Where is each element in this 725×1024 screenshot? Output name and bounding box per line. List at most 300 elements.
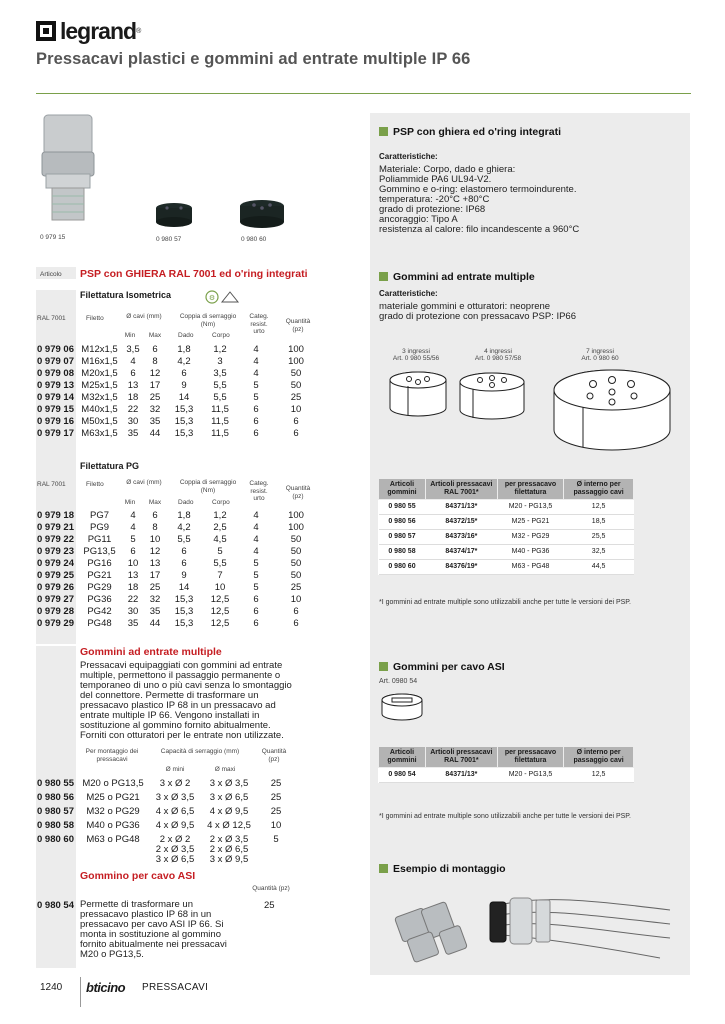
ref-table-cell: M40 - PG36 xyxy=(497,545,563,560)
pg-cell: 13 xyxy=(149,557,161,569)
ref-table-cell: M20 - PG13,5 xyxy=(497,500,563,515)
iso-cell: 44 xyxy=(149,427,161,439)
iso-cell: 17 xyxy=(149,379,161,391)
green-square-icon xyxy=(379,864,388,873)
pg-cell: 4 xyxy=(253,521,259,533)
pg-cell: 6 xyxy=(253,593,259,605)
iso-cell: 6 xyxy=(181,367,187,379)
pg-cell: 7 xyxy=(217,569,223,581)
ref-table-row xyxy=(379,515,634,530)
ref-table-cell: 0 980 55 xyxy=(379,500,426,515)
pg-cell: 6 xyxy=(293,605,299,617)
pg-cell: 1,2 xyxy=(213,509,227,521)
product-photos xyxy=(36,110,326,245)
iso-cell: 5,5 xyxy=(213,391,227,403)
psp-heading-text: PSP con ghiera ed o'ring integrati xyxy=(393,126,561,138)
pg-cell: 25 xyxy=(149,581,161,593)
iso-header-corpo: Corpo xyxy=(212,332,230,339)
iso-cell: 32 xyxy=(149,403,161,415)
pg-cell: PG7 xyxy=(89,509,109,521)
gommini-cell: 25 xyxy=(270,806,282,817)
iso-row xyxy=(37,415,318,427)
pg-cell: 25 xyxy=(290,581,302,593)
gommini-cell: 4 x Ø 12,5 xyxy=(207,820,251,831)
iso-cell: 6 xyxy=(293,427,299,439)
pg-cell: PG21 xyxy=(87,569,112,581)
pg-cell: 50 xyxy=(290,545,302,557)
iso-header-min: Min xyxy=(124,332,136,339)
photo-code-3: 0 980 60 xyxy=(241,236,267,243)
iso-cell: 9 xyxy=(181,379,187,391)
pg-header-filetto: Filetto xyxy=(86,481,104,488)
pg-cell: 0 979 26 xyxy=(37,581,74,593)
ref-table-cell: M63 - PG48 xyxy=(497,560,563,575)
iso-header-max: Max xyxy=(148,332,162,339)
mounting-example-illustration xyxy=(380,880,680,970)
ref-table-cell: 12,5 xyxy=(564,500,634,515)
pg-cell: 6 xyxy=(253,605,259,617)
pg-cell: 4,5 xyxy=(213,533,227,545)
iso-cell: 11,5 xyxy=(211,427,229,439)
ref-table-header: Articoli pressacavi RAL 7001* xyxy=(425,747,497,768)
diagram-1-art: Art. 0 980 55/56 xyxy=(392,355,440,362)
iso-cell: 25 xyxy=(290,391,302,403)
iso-cell: 4 xyxy=(253,343,259,355)
gommini-feature-2: grado di protezione con pressacavo PSP: IP66 xyxy=(379,311,576,322)
iso-cell: 100 xyxy=(288,355,304,367)
pg-header-corpo: Corpo xyxy=(212,499,230,506)
iso-cell: 6 xyxy=(253,403,259,415)
iso-row xyxy=(37,403,318,415)
pg-cell: 4 xyxy=(130,521,136,533)
iso-cell: M63x1,5 xyxy=(81,427,118,439)
pg-cell: 50 xyxy=(290,557,302,569)
gommini-heading xyxy=(379,271,535,283)
iso-cell: M16x1,5 xyxy=(81,355,118,367)
pg-cell: 5 xyxy=(253,569,259,581)
pg-cell: 17 xyxy=(149,569,161,581)
pg-cell: 6 xyxy=(253,617,259,629)
pg-cell: 4,2 xyxy=(177,521,191,533)
gommini-cell: 3 x Ø 9,5 xyxy=(209,854,249,865)
pg-cell: 0 979 18 xyxy=(37,509,74,521)
diagram-2-title: 4 ingressi xyxy=(484,348,512,355)
asi-note: *I gommini ad entrate multiple sono utilizzabili anche per tutte le versioni dei PSP. xyxy=(379,813,632,820)
gommini-cell: 4 x Ø 9,5 xyxy=(209,806,249,817)
pg-row xyxy=(37,617,318,629)
gommini-feature-1: materiale gommini e otturatori: neoprene xyxy=(379,301,551,312)
gommini-cell: 3 x Ø 3,5 xyxy=(155,792,195,803)
psp-feature-3: Gommino e o-ring: elastomero termoindurente. xyxy=(379,184,577,195)
pg-cell: 15,3 xyxy=(174,605,194,617)
certification-icons xyxy=(205,290,243,304)
pg-cell: 5 xyxy=(253,557,259,569)
page-title: Pressacavi plastici e gommini ad entrate multiple IP 66 xyxy=(36,50,471,68)
pg-cell: 0 979 25 xyxy=(37,569,74,581)
pg-header-categ: Categ. resist. urto xyxy=(249,480,269,502)
iso-cell: 6 xyxy=(293,415,299,427)
pg-cell: 10 xyxy=(127,557,139,569)
green-square-icon xyxy=(379,127,388,136)
ref-table-header: Articoli pressacavi RAL 7001* xyxy=(425,479,497,500)
iso-header-coppia: Coppia di serraggio (Nm) xyxy=(179,313,237,328)
gommini-cell: 25 xyxy=(270,778,282,789)
diagram-2-art: Art. 0 980 57/58 xyxy=(474,355,522,362)
pg-row xyxy=(37,533,318,545)
iso-cell: 13 xyxy=(127,379,139,391)
iso-cell: 5,5 xyxy=(213,379,227,391)
iso-cell: 4 xyxy=(130,355,136,367)
pg-cell: 4 xyxy=(253,533,259,545)
gommini-cell: M20 o PG13,5 xyxy=(82,778,144,789)
pg-cell: 0 979 23 xyxy=(37,545,74,557)
gommini-description: Pressacavi equipaggiati con gommini ad entrate multiple, permettono il passaggio permanente o temporaneo di uno o più cavi senza lo smontaggio del connettore. Permette di trasformare un pressacavo plastico IP 68 in un pressacavo ad entrate multiple IP 66. Vengono installati in sostituzione al gommino fornito abitualmente. Forniti con otturatori per le entrate non utilizzate. xyxy=(80,660,292,741)
pg-cell: 4 xyxy=(253,545,259,557)
diagram-label-2 xyxy=(468,348,528,362)
gommini-cell: 5 xyxy=(273,834,279,845)
iso-cell: 1,2 xyxy=(213,343,227,355)
iso-cell: 0 979 13 xyxy=(37,379,74,391)
gommini-header-min: Ø mini xyxy=(165,766,185,773)
pg-cell: 10 xyxy=(214,581,226,593)
gommini-features xyxy=(379,302,679,322)
gommini-cell: 0 980 57 xyxy=(37,806,74,817)
psp-feature-2: Poliammide PA6 UL94-V2. xyxy=(379,174,492,185)
asi-heading-text: Gommini per cavo ASI xyxy=(393,661,505,673)
ref-table-cell: M25 - PG21 xyxy=(497,515,563,530)
svg-text:⚙: ⚙ xyxy=(208,295,216,302)
gommini-cell: 2 x Ø 6,5 xyxy=(209,844,249,855)
gommini-cell: 0 980 55 xyxy=(37,778,74,789)
pg-cell: 6 xyxy=(130,545,136,557)
ref-table-cell: M20 - PG13,5 xyxy=(497,768,563,783)
asi-ref-table xyxy=(378,746,634,783)
gommini-title: Gommini ad entrate multiple xyxy=(80,646,222,658)
iso-row xyxy=(37,367,318,379)
iso-cell: M50x1,5 xyxy=(81,415,118,427)
iso-cell: 6 xyxy=(152,343,158,355)
warning-triangle-icon xyxy=(222,292,238,302)
iso-cell: M12x1,5 xyxy=(81,343,118,355)
diagram-3-title: 7 ingressi xyxy=(586,348,614,355)
psp-caract: Caratteristiche: xyxy=(379,152,438,161)
ref-table-header: Articoli gommini xyxy=(379,747,426,768)
section-psp-title: PSP con GHIERA RAL 7001 ed o'ring integrati xyxy=(80,268,308,280)
pg-cell: PG13,5 xyxy=(83,545,116,557)
iso-cell: 0 979 07 xyxy=(37,355,74,367)
pg-cell: 35 xyxy=(149,605,161,617)
diagram-1-title: 3 ingressi xyxy=(402,348,430,355)
psp-features xyxy=(379,165,679,235)
ref-table-row xyxy=(379,530,634,545)
legrand-mark-icon xyxy=(36,21,56,41)
gommini-caract: Caratteristiche: xyxy=(379,289,438,298)
iso-header-filetto: Filetto xyxy=(86,315,104,322)
esempio-heading-text: Esempio di montaggio xyxy=(393,863,506,875)
iso-cell: 12 xyxy=(149,367,161,379)
psp-feature-7: resistenza al calore: filo incandescente a 960°C xyxy=(379,224,580,235)
gommini-cell: 0 980 56 xyxy=(37,792,74,803)
iso-cell: 6 xyxy=(130,367,136,379)
iso-cell: 4,2 xyxy=(177,355,191,367)
cable-gland-photo xyxy=(42,115,94,220)
iso-cell: 3,5 xyxy=(213,367,227,379)
gommini-cell: 0 980 60 xyxy=(37,834,74,845)
ref-table-cell: 84372/15* xyxy=(425,515,497,530)
ref-table-header: Ø interno per passaggio cavi xyxy=(564,747,634,768)
gommini-heading-text: Gommini ad entrate multiple xyxy=(393,271,535,283)
pg-cell: 6 xyxy=(152,509,158,521)
iso-cell: 50 xyxy=(290,367,302,379)
pg-header-ral: RAL 7001 xyxy=(37,481,66,488)
psp-feature-5: grado di protezione: IP68 xyxy=(379,204,486,215)
pg-cell: 0 979 21 xyxy=(37,521,74,533)
gommini-note: *I gommini ad entrate multiple sono utilizzabili anche per tutte le versioni dei PSP. xyxy=(379,599,632,606)
pg-cell: 5 xyxy=(217,545,223,557)
gommini-cell: 0 980 58 xyxy=(37,820,74,831)
pg-cell: 12,5 xyxy=(210,605,230,617)
iso-header-ral: RAL 7001 xyxy=(37,315,66,322)
ref-table-cell: 0 980 54 xyxy=(379,768,426,783)
ref-table-row xyxy=(379,500,634,515)
pg-cell: 6 xyxy=(181,545,187,557)
pg-cell: 0 979 24 xyxy=(37,557,74,569)
ref-table-cell: 44,5 xyxy=(564,560,634,575)
photo-code-1: 0 979 15 xyxy=(40,234,66,241)
gommini-header-max: Ø maxi xyxy=(214,766,236,773)
pg-subtitle: Filettatura PG xyxy=(80,461,140,471)
pg-cell: PG11 xyxy=(87,533,112,545)
iso-cell: M25x1,5 xyxy=(81,379,118,391)
asi-art: Art. 0980 54 xyxy=(379,678,418,685)
gommini-header-qty: Quantità (pz) xyxy=(261,748,287,763)
iso-row xyxy=(37,343,318,355)
iso-header-qty: Quantità (pz) xyxy=(285,318,311,333)
iso-cell: 0 979 15 xyxy=(37,403,74,415)
pg-row xyxy=(37,569,318,581)
pg-cell: PG48 xyxy=(87,617,112,629)
pg-cell: 22 xyxy=(127,593,139,605)
footer-divider xyxy=(80,977,81,1007)
grommet-4-entries-diagram xyxy=(460,373,524,419)
gommini-cell: 4 x Ø 9,5 xyxy=(155,820,195,831)
registered-icon: ® xyxy=(136,27,142,35)
articolo-label: Articolo xyxy=(40,271,62,278)
iso-row xyxy=(37,391,318,403)
iso-cell: 1,8 xyxy=(177,343,191,355)
iso-cell: 15,3 xyxy=(174,427,194,439)
iso-subtitle: Filettatura Isometrica xyxy=(80,290,172,300)
diagram-label-1 xyxy=(386,348,446,362)
pg-cell: 8 xyxy=(152,521,158,533)
psp-feature-6: ancoraggio: Tipo A xyxy=(379,214,458,225)
iso-cell: M32x1,5 xyxy=(81,391,118,403)
pg-cell: 100 xyxy=(288,509,304,521)
gommini-cell: 25 xyxy=(270,792,282,803)
pg-row xyxy=(37,521,318,533)
gommini-cell: 3 x Ø 2 xyxy=(159,778,191,789)
grommet-photo-1 xyxy=(156,203,192,227)
iso-cell: 25 xyxy=(149,391,161,403)
iso-cell: 50 xyxy=(290,379,302,391)
iso-cell: 0 979 14 xyxy=(37,391,74,403)
pg-cell: 50 xyxy=(290,569,302,581)
iso-cell: 35 xyxy=(149,415,161,427)
iso-header-dado: Dado xyxy=(178,332,194,339)
pg-row xyxy=(37,557,318,569)
pg-cell: 50 xyxy=(290,533,302,545)
asi-grommet-diagram xyxy=(378,690,428,724)
pg-cell: 5,5 xyxy=(213,557,227,569)
grommet-3-entries-diagram xyxy=(390,372,446,416)
grommet-photo-2 xyxy=(240,200,284,228)
gommini-cell: 4 x Ø 6,5 xyxy=(155,806,195,817)
diagram-label-3 xyxy=(570,348,630,362)
pg-cell: 1,8 xyxy=(177,509,191,521)
pg-cell: 0 979 29 xyxy=(37,617,74,629)
gommini-cell: M32 o PG29 xyxy=(86,806,140,817)
title-rule xyxy=(36,93,691,94)
psp-feature-1: Materiale: Corpo, dado e ghiera: xyxy=(379,164,516,175)
iso-cell: 4 xyxy=(253,367,259,379)
diagram-3-art: Art. 0 980 60 xyxy=(581,355,619,362)
gommini-cell: 3 x Ø 6,5 xyxy=(209,792,249,803)
pg-header-min: Min xyxy=(124,499,136,506)
pg-cell: PG16 xyxy=(87,557,112,569)
brand-name: legrand xyxy=(60,17,137,44)
gommini-cell: 10 xyxy=(270,820,282,831)
pg-cell: 18 xyxy=(127,581,139,593)
ref-table-row xyxy=(379,768,634,783)
ref-table-header: Ø interno per passaggio cavi xyxy=(564,479,634,500)
ref-table-cell: 12,5 xyxy=(564,768,634,783)
pg-header-coppia: Coppia di serraggio (Nm) xyxy=(179,479,237,494)
pg-cell: 100 xyxy=(288,521,304,533)
ref-table-cell: 0 980 57 xyxy=(379,530,426,545)
ref-table-row xyxy=(379,545,634,560)
pg-cell: PG36 xyxy=(87,593,112,605)
iso-cell: 6 xyxy=(253,427,259,439)
pg-cell: 6 xyxy=(181,557,187,569)
pg-row xyxy=(37,509,318,521)
ref-table-cell: 84374/17* xyxy=(425,545,497,560)
pg-cell: 2,5 xyxy=(213,521,227,533)
iso-cell: 15,3 xyxy=(174,415,194,427)
iso-cell: 30 xyxy=(127,415,139,427)
ref-table-header: Articoli gommini xyxy=(379,479,426,500)
pg-cell: 10 xyxy=(290,593,302,605)
pg-header-max: Max xyxy=(148,499,162,506)
pg-cell: 9 xyxy=(181,569,187,581)
pg-cell: 12,5 xyxy=(210,593,230,605)
pg-row xyxy=(37,581,318,593)
esempio-heading xyxy=(379,863,506,875)
psp-heading xyxy=(379,126,561,138)
iso-cell: 0 979 17 xyxy=(37,427,74,439)
green-square-icon xyxy=(379,662,388,671)
ref-table-row xyxy=(379,560,634,575)
iso-cell: M40x1,5 xyxy=(81,403,118,415)
pg-cell: 5,5 xyxy=(177,533,191,545)
pg-cell: 13 xyxy=(127,569,139,581)
pg-header-cavi: Ø cavi (mm) xyxy=(126,479,162,486)
pg-cell: PG9 xyxy=(89,521,109,533)
pg-cell: PG29 xyxy=(87,581,112,593)
pg-row xyxy=(37,605,318,617)
iso-cell: 11,5 xyxy=(211,415,229,427)
pg-cell: 35 xyxy=(127,617,139,629)
gommini-cell: 3 x Ø 3,5 xyxy=(209,778,249,789)
ref-table-header: per pressacavo filettatura xyxy=(497,747,563,768)
pg-cell: 10 xyxy=(149,533,161,545)
ref-table-cell: 84371/13* xyxy=(425,768,497,783)
iso-header-categ: Categ. resist. urto xyxy=(249,313,269,335)
pg-cell: 6 xyxy=(293,617,299,629)
iso-cell: 22 xyxy=(127,403,139,415)
green-square-icon xyxy=(379,272,388,281)
ref-table-cell: 18,5 xyxy=(564,515,634,530)
pg-row xyxy=(37,593,318,605)
ref-table-cell: M32 - PG29 xyxy=(497,530,563,545)
iso-row xyxy=(37,427,318,439)
asi-code: 0 980 54 xyxy=(37,900,74,911)
ref-table-cell: 0 980 60 xyxy=(379,560,426,575)
pg-cell: 4 xyxy=(130,509,136,521)
grommet-7-entries-diagram xyxy=(554,370,670,450)
iso-cell: 100 xyxy=(288,343,304,355)
page-number: 1240 xyxy=(40,982,63,993)
pg-cell: 0 979 22 xyxy=(37,533,74,545)
pg-cell: PG42 xyxy=(87,605,112,617)
iso-table xyxy=(37,343,318,439)
gommini-cell: 2 x Ø 3,5 xyxy=(155,844,195,855)
gommini-header-mont: Per montaggio dei pressacavi xyxy=(85,748,139,763)
gommini-cell: 3 x Ø 6,5 xyxy=(155,854,195,865)
pg-header-qty: Quantità (pz) xyxy=(285,485,311,500)
gommini-cell: 2 x Ø 2 xyxy=(159,834,191,845)
pg-cell: 4 xyxy=(253,509,259,521)
iso-cell: 0 979 16 xyxy=(37,415,74,427)
pg-cell: 5 xyxy=(253,581,259,593)
footer-brand: bticino xyxy=(86,980,126,995)
ref-table-cell: 84373/16* xyxy=(425,530,497,545)
pg-cell: 32 xyxy=(149,593,161,605)
iso-cell: 11,5 xyxy=(211,403,229,415)
iso-cell: M20x1,5 xyxy=(81,367,118,379)
iso-cell: 3 xyxy=(217,355,223,367)
iso-cell: 15,3 xyxy=(174,403,194,415)
iso-cell: 3,5 xyxy=(126,343,140,355)
iso-cell: 4 xyxy=(253,355,259,367)
iso-cell: 8 xyxy=(152,355,158,367)
psp-feature-4: temperatura: -20°C +80°C xyxy=(379,194,490,205)
iso-cell: 5 xyxy=(253,391,259,403)
footer-section: PRESSACAVI xyxy=(142,982,209,993)
grommet-diagrams xyxy=(378,362,688,462)
iso-cell: 35 xyxy=(127,427,139,439)
asi-header-qty: Quantità (pz) xyxy=(252,885,290,892)
iso-cell: 18 xyxy=(127,391,139,403)
pg-cell: 5 xyxy=(130,533,136,545)
ref-table-cell: 84376/19* xyxy=(425,560,497,575)
iso-cell: 10 xyxy=(290,403,302,415)
pg-row xyxy=(37,545,318,557)
pg-cell: 12,5 xyxy=(210,617,230,629)
ref-table-cell: 25,5 xyxy=(564,530,634,545)
pg-header-dado: Dado xyxy=(178,499,194,506)
ref-table-cell: 0 980 58 xyxy=(379,545,426,560)
ref-table-cell: 84371/13* xyxy=(425,500,497,515)
